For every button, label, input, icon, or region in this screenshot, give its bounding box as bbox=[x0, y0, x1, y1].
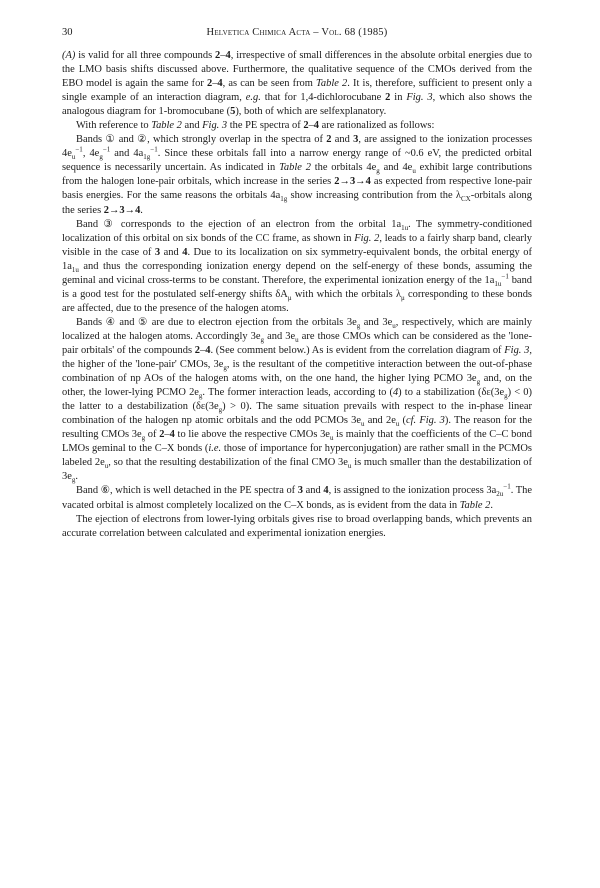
paragraph-2: With reference to Table 2 and Fig. 3 the PE spectra of 2–4 are rationalized as follows: bbox=[76, 120, 435, 132]
page-number: 30 bbox=[62, 27, 73, 38]
paragraph-7: The ejection of electrons from lower-lying orbitals gives rise to broad overlapping bands, which prevents an accurate correlation between calculated and experimental ionization energies. bbox=[62, 513, 532, 539]
paragraph-3: Bands ① and ②, which strongly overlap in the spectra of 2 and 3, are assigned to the ionization processes $4e_u^{-1}$, $4e_g^{-1}$ and $4a_{1g}^{-1}$. Since these orbitals fall into a narrow energy range of ~0.6 eV, the predicted orbital sequence is necessarily uncertain. As indicated in Table 2 the orbitals $4e_g$ and $4e_u$ exhibit large contributions from the halogen lone-pair orbitals, which increase in the series 2→3→4 as expected from respective lone-pair basis energies. For the same reasons the orbitals $4a_{1g}$ show increasing contribution from the $\lambda_{CX}$-orbitals along the series 2→3→4. bbox=[62, 134, 533, 216]
running-head: Helvetica Chimica Acta – Vol. 68 (1985) bbox=[206, 27, 388, 38]
paragraph-5: Bands ④ and ⑤ are due to electron ejection from the orbitals $3e_g$ and $3e_u$, respectively, which are mainly localized at the halogen atoms. Accordingly $3e_g$ and $3e_u$ are those CMOs which can be considered as the 'lone-pair orbitals' of the compounds 2–4. (See comment below.) As is evident from the correlation diagram of Fig. 3, the higher of the 'lone-pair' CMOs, $3e_g$, is the resultant of the competitive interaction between the out-of-phase combination of np AOs of the halogen atoms with, on the one hand, the higher lying PCMO $3e_g$ and, on the other, the lower-lying PCMO $2e_g$. The former interaction leads, according to (4) to a stabilization $(\delta\varepsilon(3e_g) < 0)$ the latter to a destabilization $(\delta\varepsilon(3e_g) > 0)$. The same situation prevails with respect to the in-phase linear combination of the halogen np atomic orbitals and the odd PCMOs $3e_u$ and $2e_u$ (cf. Fig. 3). The reason for the resulting CMOs $3e_g$ of 2–4 to lie above the respective CMOs $3e_u$ is mainly that the coefficients of the C–C bond LMOs geminal to the C–X bonds (i.e. those of importance for hyperconjugation) are rather small in the PCMOs labeled $2e_u$, so that the resulting destabilization of the final CMO $3e_u$ is much smaller than the destabilization of $3e_g$. bbox=[62, 316, 533, 485]
paragraph-6: Band ⑥, which is well detached in the PE spectra of 3 and 4, is assigned to the ionization process $3a_{2u}^{-1}$. The vacated orbital is almost completely localized on the C–X bonds, as is evident from the data in Table 2. bbox=[62, 482, 533, 511]
paragraph-1: (A) is valid for all three compounds 2–4, irrespective of small differences in the absolute orbital energies due to the LMO basis shifts discussed above. Furthermore, the qualitative sequence of the CMOs derived from the EBO model is again the same for 2–4, as can be seen from Table 2. It is, therefore, sufficient to present only a single example of an interaction diagram, e.g. that for 1,4-dichlorocubane 2 in Fig. 3, which also shows the analogous diagram for 1-bromocubane (5), both of which are selfexplanatory. bbox=[62, 50, 533, 118]
article-body bbox=[62, 49, 532, 541]
paragraph-4: Band ③ corresponds to the ejection of an electron from the orbital $1a_{1u}$. The symmetry-conditioned localization of this orbital on six bonds of the CC frame, as shown in Fig. 2, leads to a fairly sharp band, clearly visible in the case of 3 and 4. Due to its localization on six symmetry-equivalent bonds, the orbital energy of $1a_{1u}$ and thus the corresponding ionization energy depend on the self-energy of these bonds, assuming the geminal and vicinal cross-terms to be constant. Therefore, the experimental ionization energy of the $1a_{1u}^{-1}$ band is a good test for the postulated self-energy shifts $\delta A_\mu$ with which the orbitals $\lambda_\mu$ corresponding to these bonds are affected, due to the presence of the halogen atoms. bbox=[62, 218, 533, 314]
